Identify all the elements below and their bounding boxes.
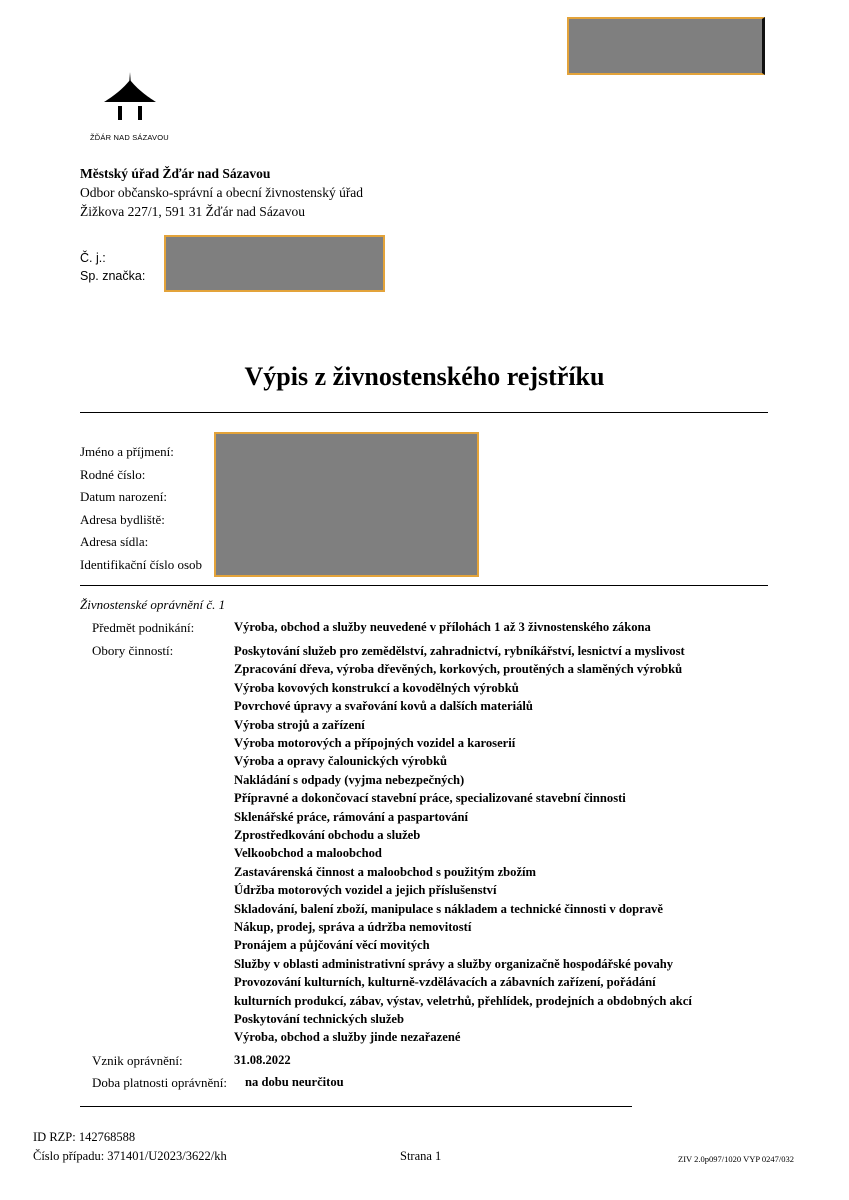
activity-item: Přípravné a dokončovací stavební práce, specializované stavební činnosti	[234, 791, 626, 806]
activity-item: Údržba motorových vozidel a jejich příslušenství	[234, 883, 497, 898]
redacted-reference-box	[164, 235, 385, 292]
subject-label: Předmět podnikání:	[92, 620, 195, 635]
activity-item: Výroba, obchod a služby jinde nezařazené	[234, 1030, 461, 1045]
city-logo	[90, 70, 178, 148]
redacted-personal-info	[214, 432, 479, 577]
activity-item: Povrchové úpravy a svařování kovů a dalších materiálů	[234, 699, 533, 714]
activity-item: Poskytování technických služeb	[234, 1012, 405, 1026]
activity-item: Zpracování dřeva, výroba dřevěných, korkových, proutěných a slaměných výrobků	[234, 662, 683, 677]
activity-item: Zprostředkování obchodu a služeb	[234, 828, 421, 842]
activity-item: Nákup, prodej, správa a údržba nemovitostí	[234, 920, 472, 934]
label-residence: Adresa bydliště:	[80, 511, 165, 527]
spznacka-label: Sp. značka:	[80, 269, 146, 283]
footer-page-number: Strana 1	[400, 1149, 442, 1163]
activity-item: Velkoobchod a maloobchod	[234, 846, 382, 861]
activity-item: Výroba strojů a zařízení	[234, 717, 365, 732]
footer-document-code: ZIV 2.0p097/1020 VYP 0247/032	[678, 1154, 795, 1164]
label-birth-number: Rodné číslo:	[80, 466, 146, 482]
activity-item: kulturních produkcí, zábav, výstav, veletrhů, přehlídek, prodejních a obdobných akcí	[234, 993, 692, 1008]
origin-value: 31.08.2022	[234, 1053, 291, 1067]
activity-item: Skladování, balení zboží, manipulace s nákladem a technické činnosti v dopravě	[234, 901, 663, 916]
label-birth-date: Datum narození:	[80, 489, 167, 505]
activity-item: Sklenářské práce, rámování a paspartování	[234, 809, 469, 824]
permit-heading: Živnostenské oprávnění č. 1	[80, 597, 226, 612]
activity-item: Zastavárenská činnost a maloobchod s použitým zbožím	[234, 864, 537, 879]
activity-item: Služby v oblasti administrativní správy a služby organizačně hospodářské povahy	[234, 956, 674, 971]
label-name: Jméno a příjmení:	[80, 444, 174, 459]
end-rule	[80, 1106, 632, 1107]
validity-value: na dobu neurčitou	[245, 1075, 344, 1089]
church-tower-icon	[100, 70, 160, 122]
office-department: Odbor občansko-správní a obecní živnostenský úřad	[80, 185, 364, 200]
subject-value: Výroba, obchod a služby neuvedené v přílohách 1 až 3 živnostenského zákona	[234, 620, 651, 634]
activity-item: Poskytování služeb pro zemědělství, zahradnictví, rybníkářství, lesnictví a myslivost	[234, 644, 685, 658]
activity-item: Výroba kovových konstrukcí a kovodělných výrobků	[234, 680, 519, 695]
office-address: Žižkova 227/1, 591 31 Žďár nad Sázavou	[80, 204, 306, 219]
cj-label: Č. j.:	[80, 251, 106, 265]
footer-case-number: Číslo případu: 371401/U2023/3622/kh	[33, 1149, 227, 1163]
label-business-address: Adresa sídla:	[80, 534, 149, 550]
activity-item: Výroba motorových a přípojných vozidel a karoserií	[234, 736, 516, 750]
logo-text: ŽĎÁR NAD SÁZAVOU	[90, 133, 169, 142]
activity-item: Nakládání s odpady (vyjma nebezpečných)	[234, 772, 465, 787]
activity-item: Pronájem a půjčování věcí movitých	[234, 938, 430, 953]
office-name: Městský úřad Žďár nad Sázavou	[80, 166, 271, 181]
activity-item: Výroba a opravy čalounických výrobků	[234, 754, 447, 769]
origin-label: Vznik oprávnění:	[92, 1053, 183, 1068]
title-rule	[80, 412, 768, 413]
document-title: Výpis z živnostenského rejstříku	[244, 362, 605, 391]
personal-rule	[80, 585, 768, 586]
redacted-header-box	[567, 17, 765, 75]
validity-label: Doba platnosti oprávnění:	[92, 1075, 228, 1090]
footer-id-rzp: ID RZP: 142768588	[33, 1130, 136, 1144]
fields-label: Obory činností:	[92, 643, 174, 658]
activity-item: Provozování kulturních, kulturně-vzdělávacích a zábavních zařízení, pořádání	[234, 975, 656, 990]
label-ico: Identifikační číslo osob	[80, 557, 203, 572]
